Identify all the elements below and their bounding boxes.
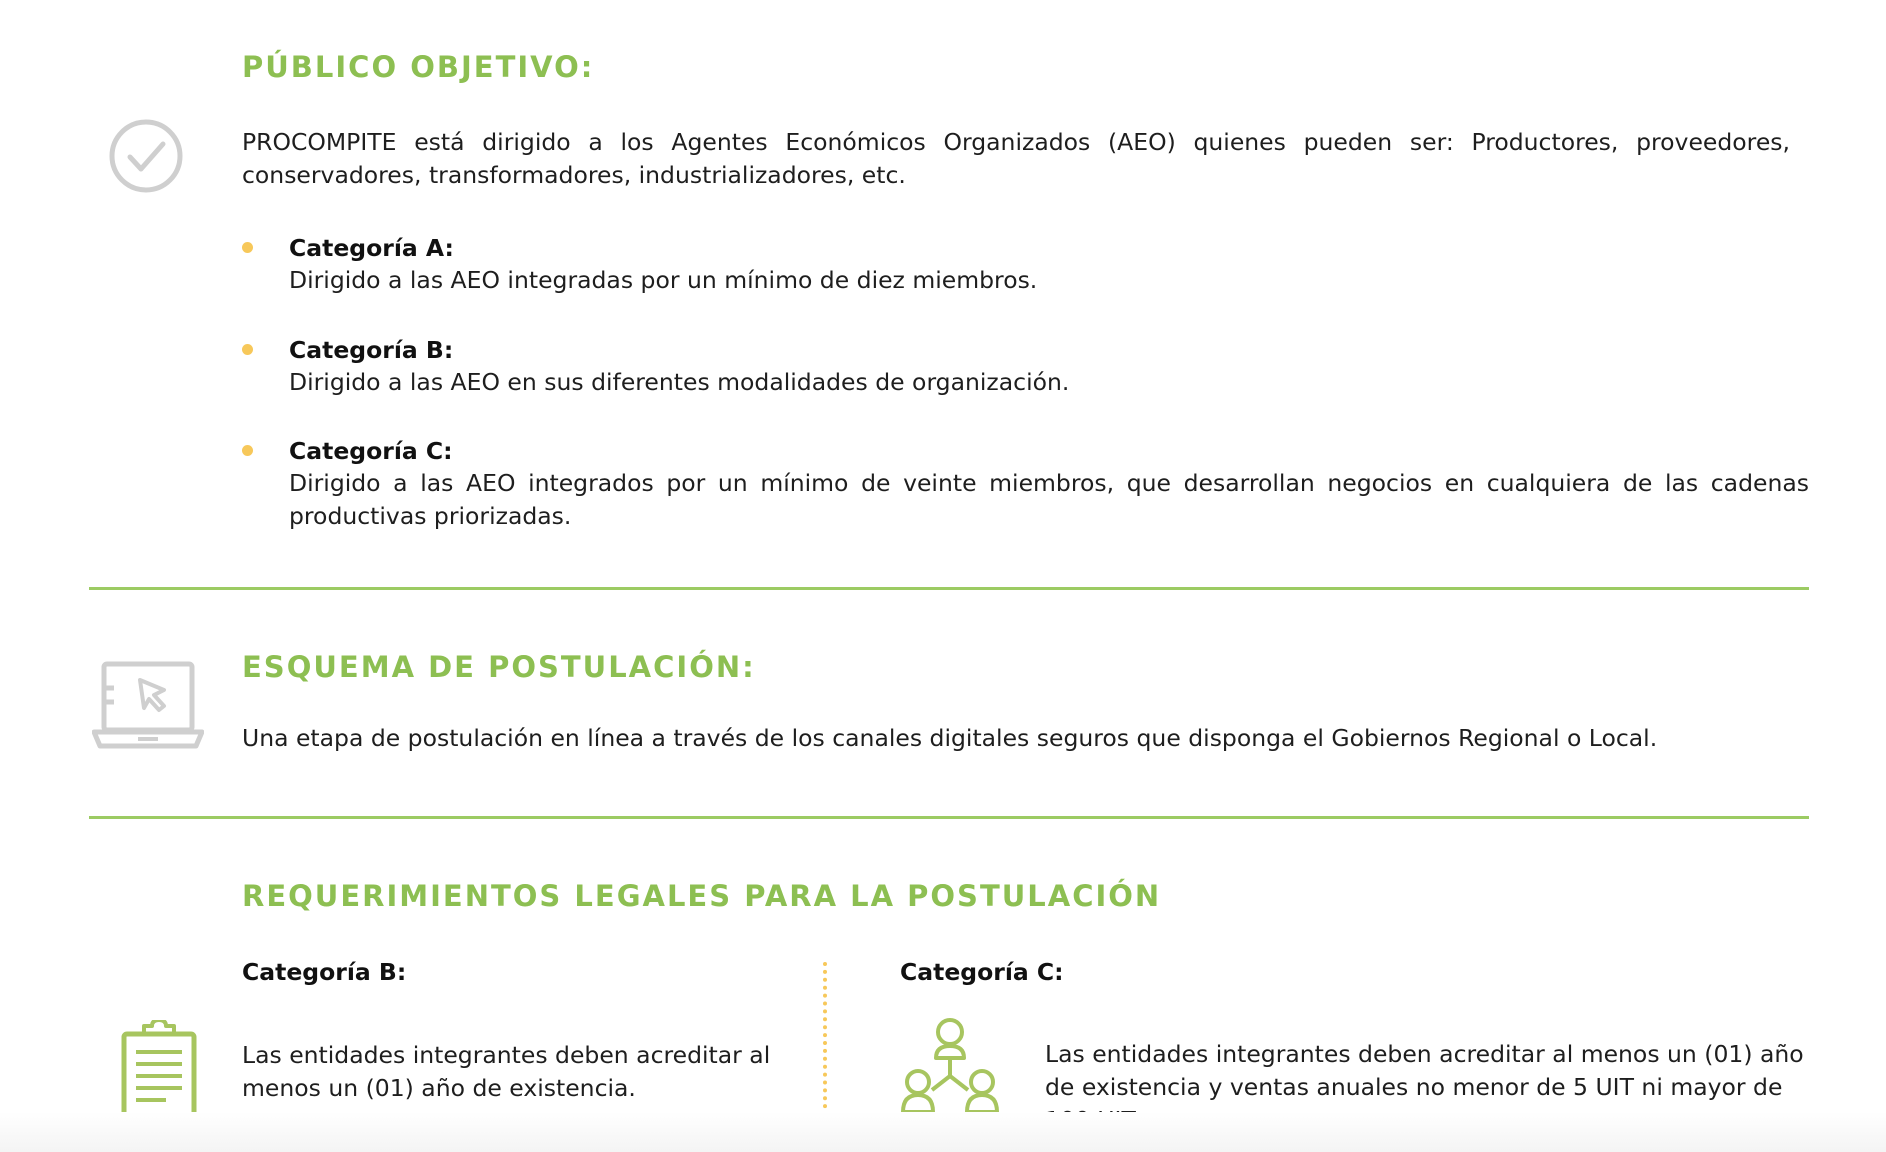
laptop-cursor-icon xyxy=(92,660,204,752)
categoria-a-label: Categoría A: xyxy=(289,234,454,262)
req-categoria-c-label: Categoría C: xyxy=(900,958,1064,986)
publico-intro-text: PROCOMPITE está dirigido a los Agentes Económicos Organizados (AEO) quienes pueden ser: Productores, proveedores, conservadores, transformadores, industrializadores, etc. xyxy=(242,128,1790,189)
page-bottom-fade xyxy=(0,1112,1886,1152)
bullet-dot xyxy=(242,344,253,355)
categoria-a-description: Dirigido a las AEO integradas por un mínimo de diez miembros. xyxy=(289,266,1038,294)
clipboard-icon xyxy=(120,1020,200,1120)
bullet-dot xyxy=(242,445,253,456)
req-categoria-b-label: Categoría B: xyxy=(242,958,407,986)
check-circle-icon xyxy=(108,118,184,194)
bullet-dot xyxy=(242,242,253,253)
req-categoria-c-text: Las entidades integrantes deben acreditar al menos un (01) año de existencia y ventas anuales no menor de 5 UIT ni mayor de xyxy=(1045,1040,1804,1101)
esquema-title: ESQUEMA DE POSTULACIÓN: xyxy=(242,650,756,684)
categoria-b-label: Categoría B: xyxy=(289,336,454,364)
people-network-icon xyxy=(898,1016,1002,1116)
requerimientos-title: REQUERIMIENTOS LEGALES PARA LA POSTULACIÓN xyxy=(242,879,1162,913)
section-divider xyxy=(89,587,1809,590)
esquema-text: Una etapa de postulación en línea a través de los canales digitales seguros que disponga el Gobiernos Regional o Local. xyxy=(242,724,1658,752)
categoria-c-description: Dirigido a las AEO integrados por un mínimo de veinte miembros, que desarrollan negocios en cualquiera de las cadenas productivas priorizadas. xyxy=(289,469,1809,530)
categoria-c-label: Categoría C: xyxy=(289,437,453,465)
req-categoria-b-text: Las entidades integrantes deben acreditar al menos un (01) año de existencia. xyxy=(242,1041,771,1102)
section-divider xyxy=(89,816,1809,819)
publico-objetivo-title: PÚBLICO OBJETIVO: xyxy=(242,50,595,84)
categoria-b-description: Dirigido a las AEO en sus diferentes modalidades de organización. xyxy=(289,368,1070,396)
